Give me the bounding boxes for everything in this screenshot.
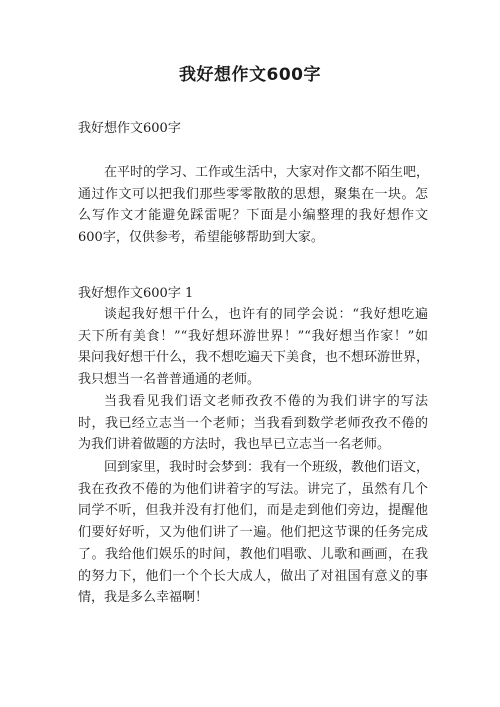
paragraph-line: 同学不听，但我并没有打他们，而是走到他们旁边，提醒他	[78, 503, 428, 519]
paragraph-line: 时，我已经立志当一个老师；当我看到数学老师孜孜不倦的	[78, 415, 428, 431]
paragraph-line: 为我们讲着做题的方法时，我也早已立志当一名老师。	[78, 437, 391, 453]
paragraph-line: 我在孜孜不倦的为他们讲着字的写法。讲完了，虽然有几个	[78, 481, 428, 497]
body-paragraph-3	[78, 457, 428, 609]
document-title: 我好想作文600字	[179, 65, 321, 85]
body-paragraph-2	[78, 391, 428, 456]
body-paragraph-1	[78, 304, 428, 391]
paragraph-line: 么写作文才能避免踩雷呢？下面是小编整理的我好想作文	[78, 208, 428, 224]
paragraph-line: 情，我是多么幸福啊！	[78, 590, 209, 606]
intro-paragraph	[78, 162, 428, 249]
paragraph-line: 谈起我好想干什么，也许有的同学会说：“我好想吃遍	[104, 307, 428, 322]
paragraph-line: 通过作文可以把我们那些零零散散的思想，聚集在一块。怎	[78, 186, 428, 202]
section-heading: 我好想作文600字 1	[78, 286, 194, 301]
paragraph-line: 的努力下，他们一个个长大成人，做出了对祖国有意义的事	[78, 568, 428, 584]
paragraph-line: 我只想当一名普普通通的老师。	[78, 372, 261, 388]
paragraph-line: 们要好好听，又为他们讲了一遍。他们把这节课的任务完成	[78, 525, 428, 541]
paragraph-line: 天下所有美食！”“我好想环游世界！”“我好想当作家！”如	[78, 328, 428, 344]
paragraph-line: 600字，仅供参考，希望能够帮助到大家。	[78, 230, 324, 246]
paragraph-line: 了。我给他们娱乐的时间，教他们唱歌、儿歌和画画，在我	[78, 546, 428, 562]
paragraph-line: 果问我好想干什么，我不想吃遍天下美食，也不想环游世界，	[78, 350, 430, 366]
paragraph-line: 当我看见我们语文老师孜孜不倦的为我们讲字的写法	[104, 394, 428, 409]
paragraph-line: 回到家里，我时时会梦到：我有一个班级，教他们语文，	[104, 460, 430, 475]
document-subtitle: 我好想作文600字	[78, 121, 181, 136]
paragraph-line: 在平时的学习、工作或生活中，大家对作文都不陌生吧，	[104, 165, 430, 180]
